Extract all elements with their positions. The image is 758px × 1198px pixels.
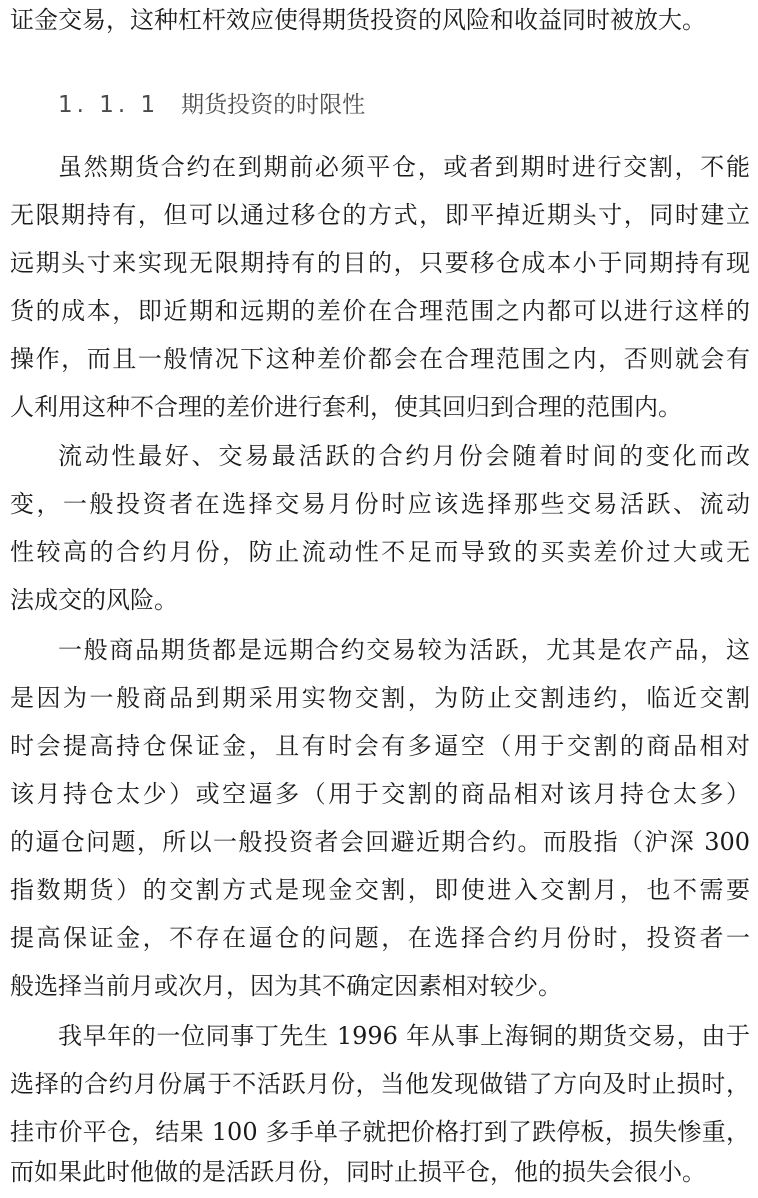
- paragraph-line: 证金交易，这种杠杆效应使得期货投资的风险和收益同时被放大。: [10, 6, 706, 34]
- section-heading: [58, 80, 365, 130]
- paragraph-line: 般选择当前月或次月，因为其不确定因素相对较少。: [10, 972, 562, 1000]
- paragraph-line: 是因为一般商品到期采用实物交割，为防止交割违约，临近交割: [10, 684, 750, 712]
- paragraph-line: 货的成本，即近期和远期的差价在合理范围之内都可以进行这样的: [10, 297, 750, 325]
- paragraph-line: 人利用这种不合理的差价进行套利，使其回归到合理的范围内。: [10, 393, 682, 421]
- paragraph-line: 选择的合约月份属于不活跃月份，当他发现做错了方向及时止损时，: [10, 1070, 750, 1098]
- paragraph-line: 提高保证金，不存在逼仓的问题，在选择合约月份时，投资者一: [10, 924, 750, 952]
- section-title: 期货投资的时限性: [181, 92, 366, 118]
- paragraph-line: 虽然期货合约在到期前必须平仓，或者到期时进行交割，不能: [58, 153, 750, 181]
- paragraph-line: 挂市价平仓，结果 100 多手单子就把价格打到了跌停板，损失惨重，: [10, 1118, 750, 1146]
- paragraph-line: 我早年的一位同事丁先生 1996 年从事上海铜的期货交易，由于: [58, 1022, 750, 1050]
- paragraph-line: 性较高的合约月份，防止流动性不足而导致的买卖差价过大或无: [10, 538, 750, 566]
- paragraph-line: 一般商品期货都是远期合约交易较为活跃，尤其是农产品，这: [58, 636, 750, 664]
- paragraph-line: 远期头寸来实现无限期持有的目的，只要移仓成本小于同期持有现: [10, 249, 750, 277]
- paragraph-line: 时会提高持仓保证金，且有时会有多逼空（用于交割的商品相对: [10, 732, 750, 760]
- paragraph-line: 操作，而且一般情况下这种差价都会在合理范围之内，否则就会有: [10, 345, 750, 373]
- section-number: 1. 1. 1: [58, 92, 160, 118]
- paragraph-line: 无限期持有，但可以通过移仓的方式，即平掉近期头寸，同时建立: [10, 201, 750, 229]
- paragraph-line: 该月持仓太少）或空逼多（用于交割的商品相对该月持仓太多）: [10, 780, 750, 808]
- paragraph-line: 而如果此时他做的是活跃月份，同时止损平仓，他的损失会很小。: [10, 1158, 706, 1186]
- paragraph-line: 法成交的风险。: [10, 586, 178, 614]
- paragraph-line: 的逼仓问题，所以一般投资者会回避近期合约。而股指（沪深 300: [10, 828, 750, 856]
- paragraph-line: 变，一般投资者在选择交易月份时应该选择那些交易活跃、流动: [10, 490, 750, 518]
- paragraph-line: 指数期货）的交割方式是现金交割，即使进入交割月，也不需要: [10, 876, 750, 904]
- paragraph-line: 流动性最好、交易最活跃的合约月份会随着时间的变化而改: [58, 442, 750, 470]
